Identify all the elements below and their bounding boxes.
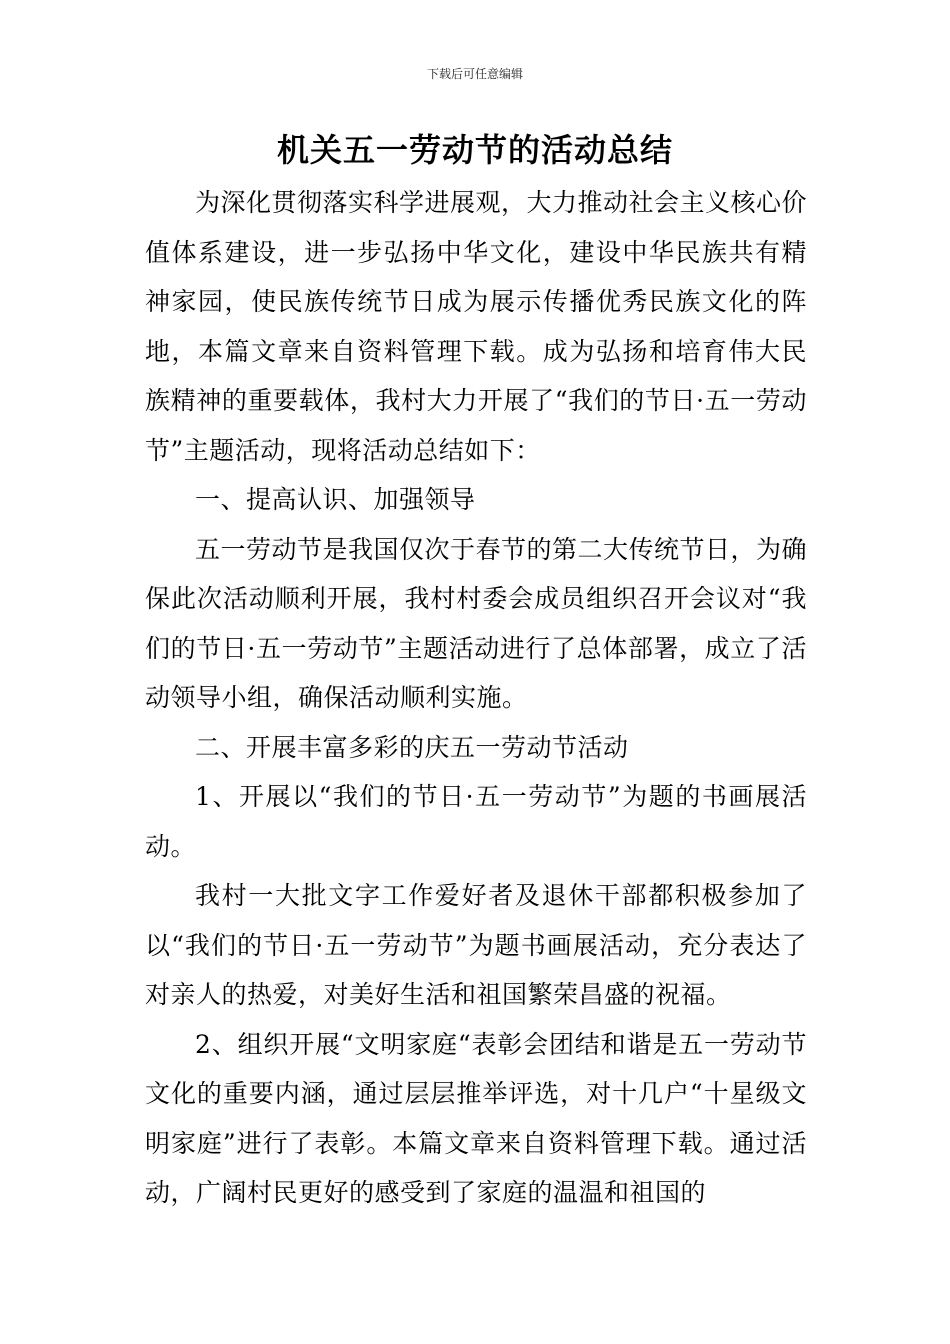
paragraph-leadership: 五一劳动节是我国仅次于春节的第二大传统节日，为确保此次活动顺利开展，我村村委会成员组织召开会议对“我们的节日·五一劳动节”主题活动进行了总体部署，成立了活动领导小组，确保活动顺利实施。 — [145, 534, 808, 712]
document-body — [145, 178, 807, 1218]
header-note: 下载后可任意编辑 — [426, 67, 523, 81]
paragraph-calligraphy: 我村一大批文字工作爱好者及退休干部都积极参加了以“我们的节日·五一劳动节”为题书画展活动，充分表达了对亲人的热爱，对美好生活和祖国繁荣昌盛的祝福。 — [145, 881, 807, 1009]
section-heading-2: 二、开展丰富多彩的庆五一劳动节活动 — [195, 732, 629, 762]
item-heading-1: 1、开展以“我们的节日·五一劳动节”为题的书画展活动。 — [145, 782, 807, 861]
document-title: 机关五一劳动节的活动总结 — [276, 131, 673, 169]
section-heading-1: 一、提高认识、加强领导 — [195, 485, 476, 514]
paragraph-family-award: 2、组织开展“文明家庭“表彰会团结和谐是五一劳动节文化的重要内涵，通过层层推举评选，对十几户“十星级文明家庭”进行了表彰。本篇文章来自资料管理下载。通过活动，广阔村民更好的感受到了家庭的温温和祖国的 — [145, 1029, 807, 1207]
paragraph-intro: 为深化贯彻落实科学进展观，大力推动社会主义核心价值体系建设，进一步弘扬中华文化，建设中华民族共有精神家园，使民族传统节日成为展示传播优秀民族文化的阵地，本篇文章来自资料管理下载。成为弘扬和培育伟大民族精神的重要载体，我村大力开展了“我们的节日·五一劳动节”主题活动，现将活动总结如下： — [145, 188, 808, 465]
